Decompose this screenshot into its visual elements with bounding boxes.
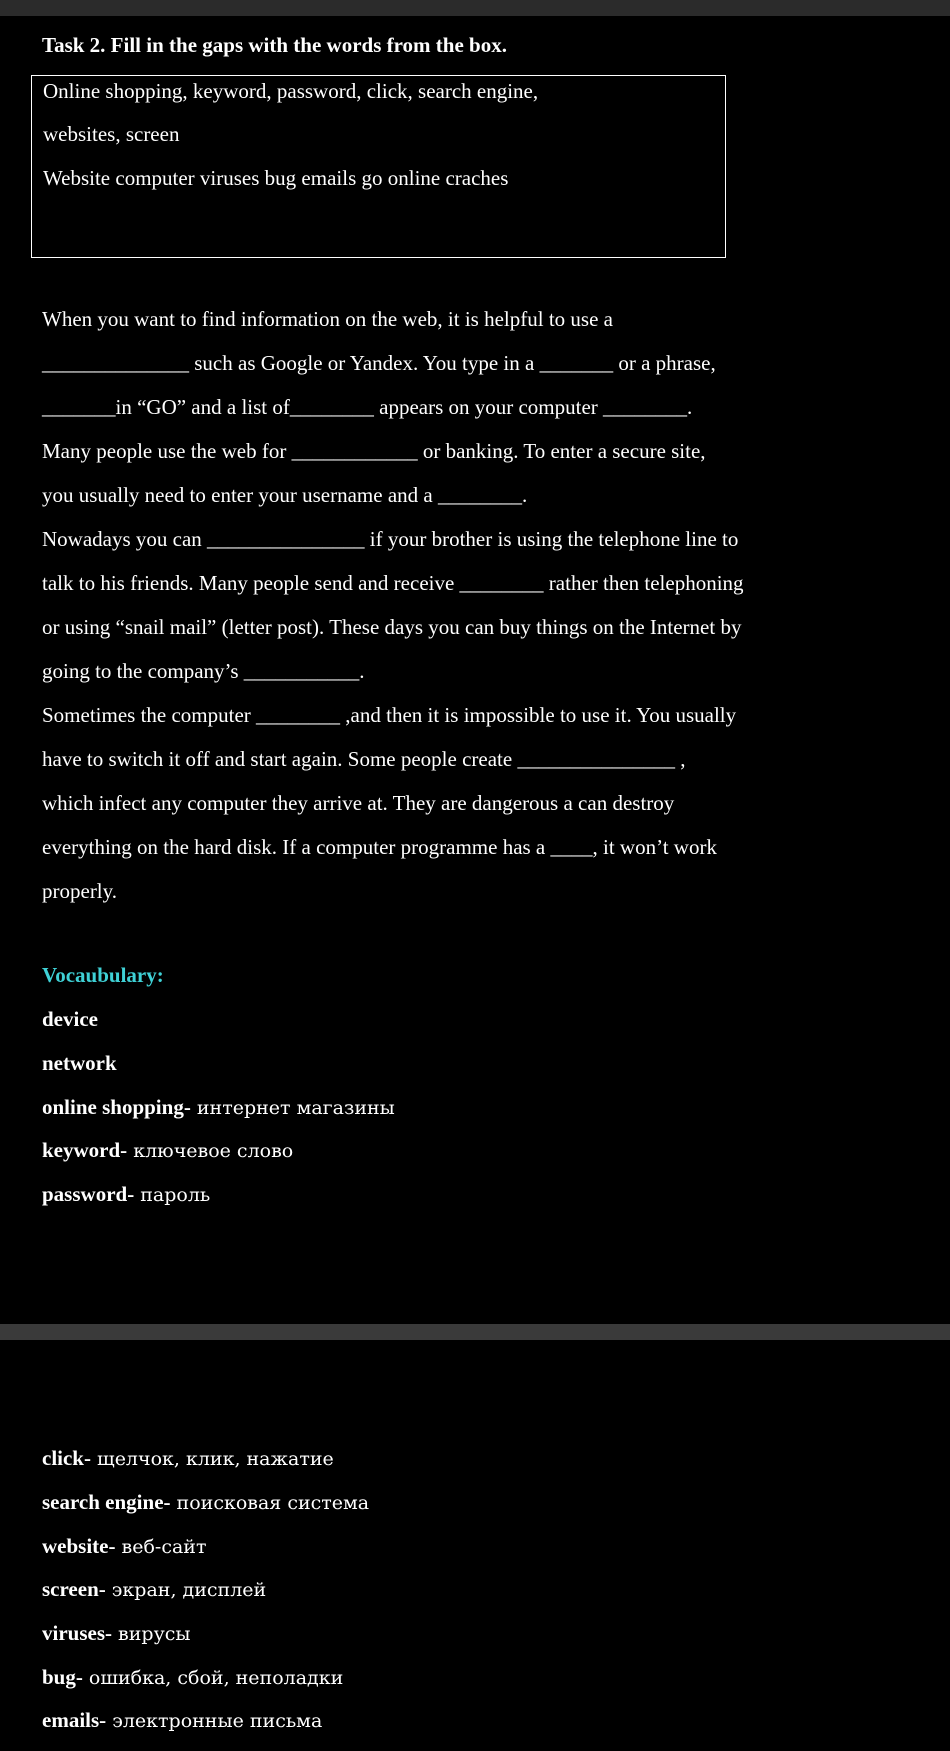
passage-line: When you want to find information on the web, it is helpful to use a: [42, 307, 613, 331]
vocabulary-translation: электронные письма: [106, 1710, 323, 1732]
top-bar: [0, 0, 950, 16]
vocabulary-term: emails-: [42, 1708, 107, 1732]
passage-line: ______________ such as Google or Yandex. You type in a _______ or a phrase,: [42, 351, 716, 375]
vocabulary-translation: щелчок, клик, нажатие: [90, 1448, 334, 1470]
word-box-line: Website computer viruses bug emails go online craches: [43, 166, 509, 190]
passage-line: properly.: [42, 879, 118, 903]
vocabulary-term: device: [42, 1007, 98, 1031]
passage-line: Many people use the web for ____________ or banking. To enter a secure site,: [42, 439, 706, 463]
passage-line: going to the company’s ___________.: [42, 659, 365, 683]
vocabulary-term: viruses-: [42, 1621, 112, 1645]
passage-line: Sometimes the computer ________ ,and then it is impossible to use it. You usually: [42, 703, 737, 727]
page-divider: [0, 1324, 950, 1340]
passage-line: or using “snail mail” (letter post). These days you can buy things on the Internet by: [42, 615, 742, 639]
vocabulary-item: [42, 1007, 98, 1032]
vocabulary-term: online shopping-: [42, 1095, 191, 1119]
vocabulary-translation: экран, дисплей: [105, 1579, 267, 1601]
word-box-line: Online shopping, keyword, password, click, search engine,: [43, 79, 539, 103]
vocabulary-term: search engine-: [42, 1490, 171, 1514]
passage-line: which infect any computer they arrive at. They are dangerous a can destroy: [42, 791, 675, 815]
vocabulary-translation: ключевое слово: [127, 1140, 294, 1162]
vocabulary-translation: ошибка, сбой, неполадки: [82, 1667, 344, 1689]
vocabulary-translation: пароль: [134, 1184, 211, 1206]
word-box-line: websites, screen: [43, 122, 180, 146]
vocabulary-item: [42, 1138, 293, 1163]
passage-line: _______in “GO” and a list of________ appears on your computer ________.: [42, 395, 693, 419]
vocabulary-heading: Vocaubulary:: [42, 963, 164, 987]
vocabulary-item: [42, 1446, 334, 1471]
vocabulary-item: [42, 1095, 395, 1120]
passage-line: have to switch it off and start again. Some people create _______________ ,: [42, 747, 686, 771]
vocabulary-translation: интернет магазины: [190, 1097, 395, 1119]
vocabulary-term: click-: [42, 1446, 91, 1470]
vocabulary-translation: поисковая система: [170, 1492, 370, 1514]
vocabulary-item: [42, 1182, 210, 1207]
vocabulary-term: website-: [42, 1534, 116, 1558]
vocabulary-term: network: [42, 1051, 117, 1075]
vocabulary-term: password-: [42, 1182, 135, 1206]
vocabulary-translation: веб-сайт: [115, 1536, 207, 1558]
vocabulary-item: [42, 1051, 117, 1076]
word-box: [31, 75, 726, 258]
passage-line: talk to his friends. Many people send and receive ________ rather then telephoning: [42, 571, 744, 595]
vocabulary-item: [42, 1577, 266, 1602]
vocabulary-term: bug-: [42, 1665, 83, 1689]
vocabulary-item: [42, 1621, 191, 1646]
task-title: Task 2. Fill in the gaps with the words from the box.: [42, 33, 507, 57]
passage-line: everything on the hard disk. If a computer programme has a ____, it won’t work: [42, 835, 717, 859]
vocabulary-item: [42, 1665, 343, 1690]
vocabulary-item: [42, 1490, 369, 1515]
vocabulary-translation: вирусы: [112, 1623, 191, 1645]
vocabulary-term: keyword-: [42, 1138, 128, 1162]
passage-line: Nowadays you can _______________ if your brother is using the telephone line to: [42, 527, 739, 551]
passage-line: you usually need to enter your username and a ________.: [42, 483, 528, 507]
vocabulary-item: [42, 1708, 322, 1733]
vocabulary-item: [42, 1534, 206, 1559]
vocabulary-term: screen-: [42, 1577, 106, 1601]
